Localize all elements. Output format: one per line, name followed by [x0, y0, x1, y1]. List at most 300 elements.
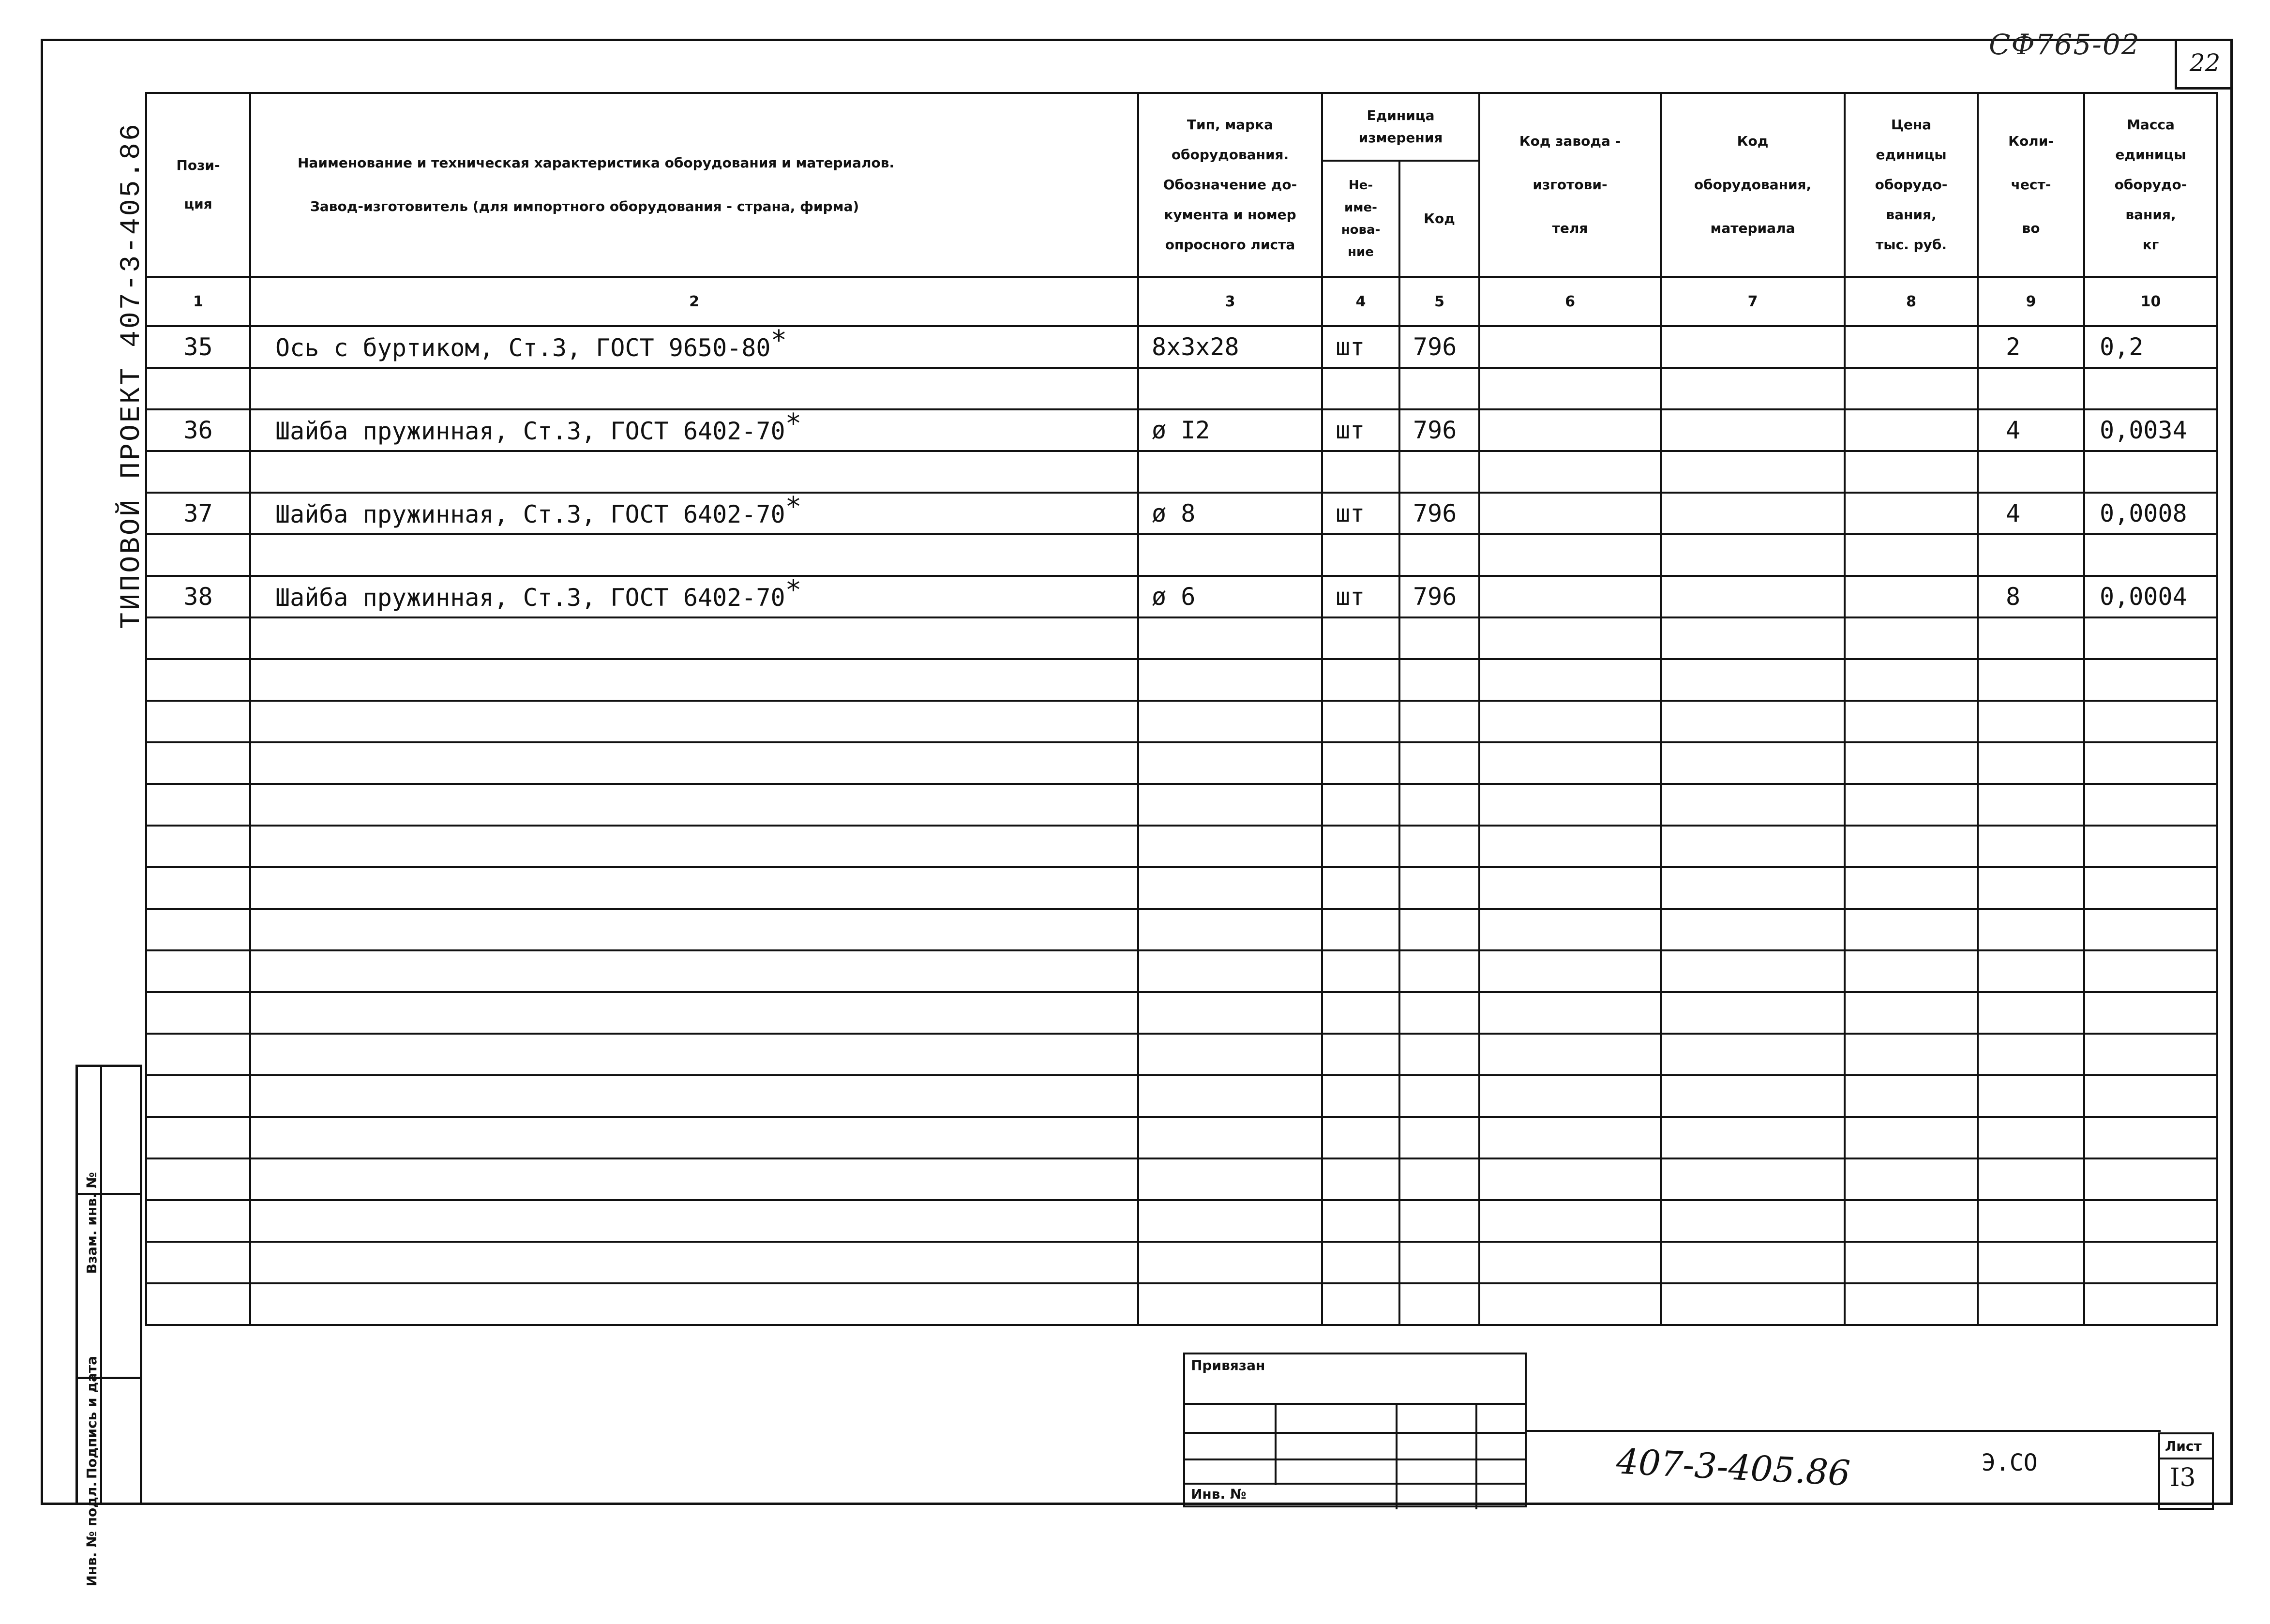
row-equipment-code [1661, 409, 1845, 451]
table-cell-empty [2084, 1034, 2217, 1075]
table-cell-empty [1479, 1242, 1661, 1283]
table-cell-empty [2084, 451, 2217, 493]
table-cell-empty [1978, 784, 2084, 826]
sheet-number-block [2158, 1432, 2214, 1510]
table-cell-empty [1399, 534, 1479, 576]
table-cell-empty [1399, 1242, 1479, 1283]
table-cell-empty [1399, 784, 1479, 826]
sheet-corner-number: 22 [2175, 39, 2233, 90]
table-cell-empty [1978, 534, 2084, 576]
specification-table [145, 92, 2218, 1326]
table-cell-empty [1479, 451, 1661, 493]
table-cell-empty [1845, 368, 1978, 409]
table-cell-empty [1322, 867, 1399, 909]
table-cell-empty [1978, 368, 2084, 409]
title-block-document-code: 407-3-405.86 [1615, 1441, 1851, 1494]
row-price [1845, 493, 1978, 534]
column-number: 10 [2084, 277, 2217, 326]
table-cell-empty [2084, 950, 2217, 992]
table-cell-empty [1845, 992, 1978, 1034]
table-cell-empty [1978, 909, 2084, 950]
table-cell-empty [250, 1200, 1138, 1242]
row-name-footnote-mark: * [785, 574, 802, 606]
table-cell-empty [1138, 451, 1322, 493]
table-cell-empty [1399, 1075, 1479, 1117]
table-cell-empty [1479, 617, 1661, 659]
table-row-empty [146, 1034, 2217, 1075]
table-cell-empty [2084, 784, 2217, 826]
row-position: 35 [146, 326, 250, 368]
table-cell-empty [1399, 826, 1479, 867]
table-cell-empty [2084, 826, 2217, 867]
table-cell-empty [1322, 451, 1399, 493]
row-equipment-code [1661, 576, 1845, 617]
stamp-signature-date [75, 1193, 142, 1479]
table-cell-empty [1399, 1283, 1479, 1325]
column-number-row [146, 277, 2217, 326]
table-cell-empty [1479, 867, 1661, 909]
row-type: ø 8 [1138, 493, 1322, 534]
table-cell-empty [146, 1075, 250, 1117]
table-row-empty [146, 826, 2217, 867]
table-cell-empty [1399, 992, 1479, 1034]
table-cell-empty [250, 534, 1138, 576]
table-cell-empty [1661, 368, 1845, 409]
table-cell-empty [1661, 701, 1845, 742]
table-cell-empty [1978, 617, 2084, 659]
table-cell-empty [1138, 826, 1322, 867]
stamp-label: Взам. инв. № [84, 1172, 100, 1274]
table-cell-empty [1978, 1158, 2084, 1200]
table-row [146, 409, 2217, 451]
row-name-footnote-mark: * [785, 491, 802, 523]
sheet-label: Лист [2165, 1438, 2202, 1454]
row-price [1845, 576, 1978, 617]
row-position: 38 [146, 576, 250, 617]
row-name-text: Шайба пружинная, Ст.3, ГОСТ 6402-70 [275, 583, 785, 612]
table-cell-empty [1322, 1117, 1399, 1158]
table-cell-empty [2084, 701, 2217, 742]
table-cell-empty [1845, 617, 1978, 659]
table-cell-empty [1399, 1117, 1479, 1158]
table-row-empty [146, 1200, 2217, 1242]
table-cell-empty [1845, 701, 1978, 742]
column-number: 2 [250, 277, 1138, 326]
table-cell-empty [1322, 992, 1399, 1034]
table-cell-empty [146, 534, 250, 576]
table-cell-empty [250, 659, 1138, 701]
column-number: 5 [1399, 277, 1479, 326]
table-cell-empty [1399, 451, 1479, 493]
row-name [250, 409, 1138, 451]
column-number: 1 [146, 277, 250, 326]
table-cell-empty [250, 784, 1138, 826]
table-cell-empty [1479, 784, 1661, 826]
row-unit-code: 796 [1399, 493, 1479, 534]
table-cell-empty [1661, 1117, 1845, 1158]
stamp-label: Инв. № подл. [84, 1482, 100, 1587]
row-mass: 0,2 [2084, 326, 2217, 368]
table-cell-empty [250, 368, 1138, 409]
table-row-empty [146, 1283, 2217, 1325]
table-cell-empty [1322, 617, 1399, 659]
table-cell-empty [2084, 1117, 2217, 1158]
header-equipment-code: Код оборудования, материала [1661, 93, 1845, 277]
table-cell-empty [250, 1158, 1138, 1200]
row-unit: шт [1322, 493, 1399, 534]
row-name-text: Шайба пружинная, Ст.3, ГОСТ 6402-70 [275, 417, 785, 445]
table-cell-empty [1399, 867, 1479, 909]
table-cell-empty [1138, 950, 1322, 992]
table-cell-empty [250, 451, 1138, 493]
table-cell-empty [2084, 867, 2217, 909]
row-name [250, 576, 1138, 617]
table-cell-empty [2084, 992, 2217, 1034]
header-unit-name: Не- име- нова- ние [1322, 161, 1399, 277]
table-cell-empty [1479, 1283, 1661, 1325]
table-cell-empty [1399, 701, 1479, 742]
row-price [1845, 326, 1978, 368]
table-cell-empty [1138, 1200, 1322, 1242]
stamp-label: Подпись и дата [84, 1356, 100, 1479]
row-quantity: 4 [1978, 409, 2084, 451]
table-cell-empty [250, 992, 1138, 1034]
table-cell-empty [146, 368, 250, 409]
table-cell-empty [146, 992, 250, 1034]
column-number: 8 [1845, 277, 1978, 326]
header-quantity: Коли- чест- во [1978, 93, 2084, 277]
table-cell-empty [250, 909, 1138, 950]
table-cell-empty [2084, 617, 2217, 659]
header-price: Цена единицы оборудо- вания, тыс. руб. [1845, 93, 1978, 277]
table-cell-empty [1399, 742, 1479, 784]
table-cell-empty [250, 742, 1138, 784]
table-cell-empty [1978, 1200, 2084, 1242]
table-row-empty [146, 701, 2217, 742]
table-cell-empty [1978, 992, 2084, 1034]
table-row-empty [146, 451, 2217, 493]
row-name-text: Ось с буртиком, Ст.3, ГОСТ 9650-80 [275, 333, 771, 362]
table-cell-empty [1978, 451, 2084, 493]
table-cell-empty [1399, 909, 1479, 950]
row-plant-code [1479, 576, 1661, 617]
table-cell-empty [1399, 1158, 1479, 1200]
table-cell-empty [1845, 1242, 1978, 1283]
table-cell-empty [1479, 701, 1661, 742]
table-cell-empty [1661, 1158, 1845, 1200]
table-cell-empty [1322, 368, 1399, 409]
table-cell-empty [2084, 1200, 2217, 1242]
table-cell-empty [2084, 659, 2217, 701]
table-cell-empty [1661, 826, 1845, 867]
table-cell-empty [1322, 1075, 1399, 1117]
table-cell-empty [1661, 992, 1845, 1034]
row-name-text: Шайба пружинная, Ст.3, ГОСТ 6402-70 [275, 500, 785, 528]
table-cell-empty [1661, 950, 1845, 992]
table-cell-empty [1138, 617, 1322, 659]
table-row-empty [146, 784, 2217, 826]
table-cell-empty [1479, 1200, 1661, 1242]
table-row-empty [146, 992, 2217, 1034]
table-cell-empty [1845, 909, 1978, 950]
table-cell-empty [1845, 534, 1978, 576]
table-cell-empty [1845, 742, 1978, 784]
table-cell-empty [1845, 1158, 1978, 1200]
table-cell-empty [1399, 950, 1479, 992]
table-cell-empty [1322, 701, 1399, 742]
inventory-label: Инв. № [1191, 1486, 1247, 1502]
table-cell-empty [250, 867, 1138, 909]
row-price [1845, 409, 1978, 451]
column-number: 7 [1661, 277, 1845, 326]
column-number: 9 [1978, 277, 2084, 326]
table-cell-empty [1978, 1117, 2084, 1158]
table-cell-empty [146, 659, 250, 701]
table-cell-empty [1479, 909, 1661, 950]
table-cell-empty [1138, 1117, 1322, 1158]
row-type: ø I2 [1138, 409, 1322, 451]
table-cell-empty [1479, 1158, 1661, 1200]
table-cell-empty [1322, 1034, 1399, 1075]
table-row-empty [146, 534, 2217, 576]
table-row-empty [146, 867, 2217, 909]
table-cell-empty [1479, 659, 1661, 701]
table-cell-empty [1479, 534, 1661, 576]
table-cell-empty [250, 1242, 1138, 1283]
table-cell-empty [146, 784, 250, 826]
row-position: 36 [146, 409, 250, 451]
table-cell-empty [1661, 659, 1845, 701]
table-cell-empty [1845, 867, 1978, 909]
table-row-empty [146, 1075, 2217, 1117]
table-cell-empty [1978, 659, 2084, 701]
row-unit: шт [1322, 576, 1399, 617]
table-cell-empty [1845, 1200, 1978, 1242]
table-cell-empty [1845, 826, 1978, 867]
table-cell-empty [250, 1283, 1138, 1325]
table-cell-empty [2084, 1283, 2217, 1325]
row-equipment-code [1661, 493, 1845, 534]
table-row [146, 326, 2217, 368]
header-row-1 [146, 93, 2217, 161]
table-cell-empty [1322, 659, 1399, 701]
table-cell-empty [1138, 368, 1322, 409]
table-cell-empty [1138, 992, 1322, 1034]
table-row-empty [146, 909, 2217, 950]
table-cell-empty [1322, 742, 1399, 784]
table-row [146, 493, 2217, 534]
table-cell-empty [1661, 742, 1845, 784]
table-row-empty [146, 1242, 2217, 1283]
table-cell-empty [1479, 1075, 1661, 1117]
table-cell-empty [250, 826, 1138, 867]
table-row-empty [146, 659, 2217, 701]
table-cell-empty [1138, 909, 1322, 950]
binding-block [1183, 1353, 1527, 1507]
row-name-footnote-mark: * [785, 407, 802, 439]
table-cell-empty [1978, 1075, 2084, 1117]
table-cell-empty [1661, 1034, 1845, 1075]
table-cell-empty [1661, 867, 1845, 909]
side-title-project: ТИПОВОЙ ПРОЕКТ 407-3-405.86 [116, 122, 148, 629]
table-cell-empty [1845, 659, 1978, 701]
table-cell-empty [250, 1117, 1138, 1158]
table-cell-empty [2084, 1075, 2217, 1117]
row-name [250, 326, 1138, 368]
table-cell-empty [146, 1034, 250, 1075]
table-cell-empty [2084, 1242, 2217, 1283]
table-cell-empty [1845, 1283, 1978, 1325]
table-cell-empty [146, 1200, 250, 1242]
row-mass: 0,0034 [2084, 409, 2217, 451]
table-cell-empty [2084, 534, 2217, 576]
table-cell-empty [1978, 1034, 2084, 1075]
table-cell-empty [146, 701, 250, 742]
binding-label: Привязан [1191, 1357, 1265, 1373]
row-unit-code: 796 [1399, 326, 1479, 368]
title-block-section: Э.СО [1982, 1449, 2038, 1476]
table-cell-empty [1322, 1200, 1399, 1242]
table-cell-empty [250, 1075, 1138, 1117]
row-unit: шт [1322, 326, 1399, 368]
header-unit-code: Код [1399, 161, 1479, 277]
row-position: 37 [146, 493, 250, 534]
row-plant-code [1479, 493, 1661, 534]
table-cell-empty [146, 1283, 250, 1325]
header-type: Тип, марка оборудования. Обозначение до- кумента и номер опросного листа [1138, 93, 1322, 277]
column-number: 4 [1322, 277, 1399, 326]
table-cell-empty [1661, 909, 1845, 950]
row-mass: 0,0008 [2084, 493, 2217, 534]
document-top-code: СФ765-02 [1989, 28, 2140, 61]
table-cell-empty [1661, 1283, 1845, 1325]
table-cell-empty [1661, 534, 1845, 576]
table-cell-empty [1845, 950, 1978, 992]
table-cell-empty [146, 1158, 250, 1200]
table-cell-empty [1845, 1117, 1978, 1158]
table-cell-empty [1661, 784, 1845, 826]
table-cell-empty [146, 617, 250, 659]
table-cell-empty [1322, 784, 1399, 826]
table-cell-empty [250, 950, 1138, 992]
table-row-empty [146, 1117, 2217, 1158]
table-cell-empty [1978, 1242, 2084, 1283]
table-cell-empty [1661, 1200, 1845, 1242]
table-cell-empty [1479, 1117, 1661, 1158]
table-row [146, 576, 2217, 617]
table-cell-empty [2084, 742, 2217, 784]
table-cell-empty [2084, 909, 2217, 950]
table-cell-empty [1845, 1075, 1978, 1117]
table-cell-empty [146, 742, 250, 784]
row-unit: шт [1322, 409, 1399, 451]
table-cell-empty [1845, 1034, 1978, 1075]
row-type: ø 6 [1138, 576, 1322, 617]
table-cell-empty [1138, 1034, 1322, 1075]
table-cell-empty [1661, 1075, 1845, 1117]
row-equipment-code [1661, 326, 1845, 368]
table-cell-empty [1978, 742, 2084, 784]
table-cell-empty [250, 617, 1138, 659]
row-unit-code: 796 [1399, 576, 1479, 617]
row-name-footnote-mark: * [770, 324, 787, 356]
table-cell-empty [1138, 534, 1322, 576]
table-cell-empty [1322, 950, 1399, 992]
table-cell-empty [1399, 617, 1479, 659]
row-quantity: 8 [1978, 576, 2084, 617]
table-cell-empty [1845, 451, 1978, 493]
table-cell-empty [1322, 1242, 1399, 1283]
row-mass: 0,0004 [2084, 576, 2217, 617]
table-row-empty [146, 617, 2217, 659]
table-cell-empty [1399, 1034, 1479, 1075]
table-row-empty [146, 950, 2217, 992]
table-cell-empty [1978, 950, 2084, 992]
table-cell-empty [146, 950, 250, 992]
header-name-line2: Завод-изготовитель (для импортного оборудования - страна, фирма) [310, 198, 859, 214]
table-cell-empty [1138, 1158, 1322, 1200]
sheet-number: I3 [2170, 1463, 2196, 1492]
row-plant-code [1479, 326, 1661, 368]
table-cell-empty [1138, 1075, 1322, 1117]
table-cell-empty [1138, 1283, 1322, 1325]
table-cell-empty [146, 909, 250, 950]
table-cell-empty [1479, 826, 1661, 867]
table-cell-empty [146, 826, 250, 867]
table-cell-empty [1322, 826, 1399, 867]
table-cell-empty [146, 867, 250, 909]
table-row-empty [146, 368, 2217, 409]
row-quantity: 4 [1978, 493, 2084, 534]
row-unit-code: 796 [1399, 409, 1479, 451]
table-cell-empty [2084, 368, 2217, 409]
column-number: 3 [1138, 277, 1322, 326]
table-cell-empty [1399, 1200, 1479, 1242]
table-cell-empty [1138, 701, 1322, 742]
side-title [116, 0, 148, 629]
table-cell-empty [1138, 659, 1322, 701]
header-name [250, 93, 1138, 277]
table-cell-empty [1479, 1034, 1661, 1075]
table-cell-empty [1978, 701, 2084, 742]
header-mass: Масса единицы оборудо- вания, кг [2084, 93, 2217, 277]
table-cell-empty [1661, 617, 1845, 659]
row-type: 8х3х28 [1138, 326, 1322, 368]
table-cell-empty [250, 1034, 1138, 1075]
table-cell-empty [1479, 992, 1661, 1034]
table-cell-empty [1479, 950, 1661, 992]
table-cell-empty [1322, 1158, 1399, 1200]
table-cell-empty [250, 701, 1138, 742]
table-cell-empty [1138, 784, 1322, 826]
table-cell-empty [1322, 534, 1399, 576]
row-plant-code [1479, 409, 1661, 451]
table-cell-empty [1661, 1242, 1845, 1283]
table-cell-empty [1978, 826, 2084, 867]
table-cell-empty [1138, 1242, 1322, 1283]
table-cell-empty [1479, 368, 1661, 409]
table-cell-empty [1978, 867, 2084, 909]
table-cell-empty [1322, 1283, 1399, 1325]
table-cell-empty [1845, 784, 1978, 826]
table-cell-empty [1978, 1283, 2084, 1325]
table-cell-empty [1322, 909, 1399, 950]
table-cell-empty [1661, 451, 1845, 493]
stamp-replacement-inventory [75, 1065, 142, 1274]
header-unit-group: Единица измерения [1322, 93, 1479, 161]
table-row-empty [146, 742, 2217, 784]
table-body [146, 326, 2217, 1325]
